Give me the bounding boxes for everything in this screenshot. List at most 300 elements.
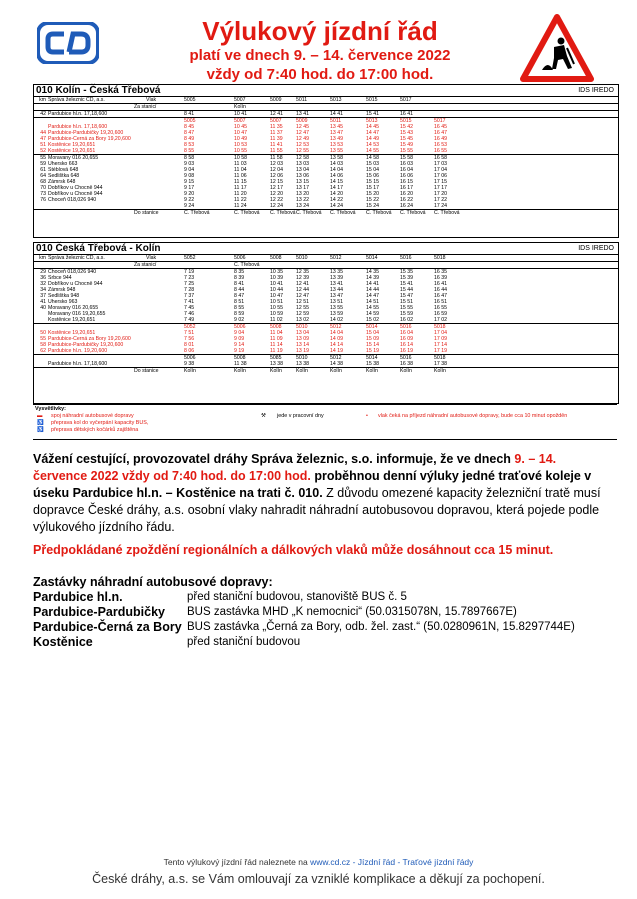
station-name: Sedlištka 948 [48,293,80,299]
footer-apology: České dráhy, a.s. se Vám omlouvají za vzniklé komplikace a děkují za pochopení. [92,872,545,886]
departure-time: 5007 [270,118,282,124]
departure-time: 14 41 [366,281,379,287]
departure-time: 13 59 [330,311,343,317]
to-station-label: Do stanice [134,210,159,216]
departure-time: 15 42 [400,124,413,130]
roadwork-warning-icon [520,14,594,82]
departure-time: 13 35 [330,269,343,275]
to-station: Kolín [400,368,412,374]
station-name: Kostěnice 19,20,651 [48,330,96,336]
stop-row [33,590,623,605]
departure-time: 12 49 [296,136,309,142]
to-station: Č. Třebová [234,210,260,216]
table-row [34,110,618,117]
departure-time: 14 20 [330,191,343,197]
departure-time: 16 22 [400,197,413,203]
info-paragraph [33,451,609,536]
departure-time: 16 14 [400,342,413,348]
departure-time: 15 58 [400,155,413,161]
departure-time: 14 04 [330,167,343,173]
station-name: Uhersko 663 [48,161,78,167]
departure-time: 14 14 [330,342,343,348]
bus-icon: ▬ [37,413,43,419]
train-number: 5015 [366,97,378,103]
departure-time: 5010 [296,324,308,330]
km-value: 55 [40,155,46,161]
departure-time: 13 38 [296,361,309,367]
departure-time: 14 59 [366,311,379,317]
departure-time: 7 46 [184,311,195,317]
stop-row [33,620,623,635]
train-number: 5008 [270,255,282,261]
departure-time: 14 19 [330,348,343,354]
departure-time: 13 22 [296,197,309,203]
km-value: 62 [40,348,46,354]
km-value: 73 [40,191,46,197]
departure-time: 12 41 [296,281,309,287]
departure-time: 11 14 [270,342,283,348]
departure-time: 8 45 [184,124,195,130]
to-station: Kolín [296,368,308,374]
ids-label: IDS IREDO [578,245,614,252]
departure-time: 8 49 [184,136,195,142]
station-name: Stéblová 648 [48,167,79,173]
train-number: 5018 [434,255,446,261]
departure-time: 14 17 [330,185,343,191]
validity-hours: vždy od 7:40 hod. do 17:00 hod. [206,66,434,83]
departure-time: 17 04 [434,167,447,173]
stop-desc: BUS zastávka „Černá za Bory, odb. žel. zast.“ (50.0280961N, 15.8297744E) [187,621,575,633]
departure-time: 5017 [434,118,446,124]
departure-time: 15 55 [400,148,413,154]
departure-time: 12 51 [296,299,309,305]
departure-time: 5013 [366,118,378,124]
train-header: Vlak [146,97,157,103]
ids-label: IDS IREDO [578,87,614,94]
departure-time: 9 17 [184,185,195,191]
departure-time: 15 44 [400,287,413,293]
stop-row [33,635,623,650]
departure-time: 11 17 [234,185,247,191]
train-number: 5016 [400,255,412,261]
to-station-label: Do stanice [134,368,159,374]
departure-time: 13 47 [330,293,343,299]
departure-time: 13 17 [296,185,309,191]
departure-time: 14 04 [330,330,343,336]
line-title: 010 Kolín - Česká Třebová [36,85,161,96]
to-station: Č. Třebová [184,210,210,216]
km-value: 55 [40,336,46,342]
to-station-row [34,367,618,374]
departure-time: 13 03 [296,161,309,167]
cd-website-link[interactable]: www.cd.cz - Jízdní řád - Traťové jízdní řády [310,857,474,867]
delay-notice: Předpokládané zpoždění regionálních a dálkových vlaků může dosáhnout cca 15 minut. [33,543,554,557]
departure-time: 16 19 [400,348,413,354]
station-name: Zámrsk 648 [48,179,76,185]
train-number: 5014 [366,255,378,261]
departure-time: 16 53 [434,142,447,148]
train-number: 5006 [234,255,246,261]
departure-time: 13 44 [330,287,343,293]
from-station-row [34,103,618,110]
departure-time: 13 09 [296,336,309,342]
departure-time: 11 20 [234,191,247,197]
km-value: 29 [40,269,46,275]
departure-time: 8 35 [234,269,245,275]
departure-time: 5016 [400,355,412,361]
station-name: Uhersko 963 [48,299,78,305]
departure-time: 7 19 [184,269,195,275]
departure-time: 5018 [434,355,446,361]
to-station: Č. Třebová [366,210,392,216]
station-name: Kostěnice 19,20,651 [48,148,96,154]
departure-time: 17 19 [434,348,447,354]
departure-time: 15 03 [366,161,379,167]
departure-time: 12 06 [270,173,283,179]
departure-time: 11 24 [234,203,247,209]
departure-time: 16 47 [434,130,447,136]
wait-icon: • [366,413,368,419]
page-title: Výlukový jízdní řád [202,16,438,46]
departure-time: 12 03 [270,161,283,167]
departure-time: 16 44 [434,287,447,293]
to-station: Kolín [434,368,446,374]
cd-logo [37,22,99,64]
station-name: Choceň 018,026 940 [48,269,97,275]
departure-time: 5014 [366,324,378,330]
departure-time: 17 15 [434,179,447,185]
to-station: Č. Třebová [400,210,426,216]
departure-time: 11 04 [234,167,247,173]
stroller-icon: ♿ [37,427,44,433]
line-title: 010 Česká Třebová - Kolín [36,243,161,254]
departure-time: 12 04 [270,167,283,173]
km-value: 36 [40,275,46,281]
departure-time: 11 37 [270,130,283,136]
station-name: Moravany 016 19,20,655 [48,311,106,317]
departure-time: 10 47 [234,130,247,136]
departure-time: 5016 [400,324,412,330]
departure-time: 15 22 [366,197,379,203]
station-name: Dobříkov u Chocně 944 [48,185,103,191]
departure-time: 13 14 [296,342,309,348]
km-value: 70 [40,185,46,191]
departure-time: 16 02 [400,317,413,323]
departure-time: 10 59 [270,311,283,317]
departure-time: 11 15 [234,179,247,185]
departure-time: 17 04 [434,330,447,336]
departure-time: 15 59 [400,311,413,317]
departure-time: 7 51 [184,330,195,336]
departure-time: 8 41 [234,281,245,287]
table-row [34,354,618,361]
departure-time: 5018 [434,324,446,330]
departure-time: 13 04 [296,330,309,336]
departure-time: 16 47 [434,293,447,299]
bus-stops [33,575,623,650]
departure-time: 17 03 [434,161,447,167]
departure-time: 16 41 [400,111,413,117]
departure-time: 14 15 [330,179,343,185]
departure-time: 9 15 [184,179,195,185]
km-header: km [39,97,46,103]
departure-time: 15 02 [366,317,379,323]
train-number: 5013 [330,97,342,103]
departure-time: 13 41 [296,111,309,117]
departure-time: 16 35 [434,269,447,275]
departure-time: 11 58 [270,155,283,161]
to-station: Kolín [270,368,282,374]
from-station: Kolín [234,104,246,110]
departure-time: 10 35 [270,269,283,275]
departure-time: 5006 [184,355,196,361]
legend-item: vlak čeká na příjezd náhradní autobusové dopravy, bude cca 10 minut opožděn [378,413,568,419]
stop-desc: před staniční budovou, stanoviště BUS č. 5 [187,591,407,603]
from-station-row [34,261,618,268]
timetable-kolin-ceska-trebova [33,84,619,238]
departure-time: 12 58 [296,155,309,161]
departure-time: 12 55 [296,305,309,311]
departure-time: 13 38 [270,361,283,367]
station-name: Dobříkov u Chocně 944 [48,281,103,287]
departure-time: 16 17 [400,185,413,191]
departure-time: 13 19 [296,348,309,354]
departure-time: 14 55 [366,148,379,154]
train-number: 5011 [296,97,308,103]
departure-time: 14 06 [330,173,343,179]
stop-desc: před staniční budovou [187,636,301,648]
departure-time: 13 41 [330,281,343,287]
departure-time: 8 06 [184,348,195,354]
legend-item: přeprava dětských kočárků zajištěna [51,427,139,433]
station-name: Sedlištka 648 [48,173,80,179]
station-name: Pardubice-Černá za Bory 19,20,600 [48,136,131,142]
train-number: 5017 [400,97,412,103]
departure-time: 12 35 [296,269,309,275]
departure-time: 16 04 [400,330,413,336]
validity-dates: platí ve dnech 9. – 14. července 2022 [189,47,451,64]
departure-time: 12 59 [296,311,309,317]
departure-time: 10 41 [270,281,283,287]
departure-time: 10 41 [234,111,247,117]
departure-time: 14 24 [330,203,343,209]
stops-title: Zastávky náhradní autobusové dopravy: [33,575,273,589]
km-value: 40 [40,305,46,311]
departure-time: 5008 [234,355,246,361]
to-station: Kolín [330,368,342,374]
station-name: Pardubice hl.n. 17,18,600 [48,124,108,130]
departure-time: 10 55 [270,305,283,311]
station-name: Moravany 016 20,655 [48,305,99,311]
departure-time: 9 20 [184,191,195,197]
departure-time: 12 24 [270,203,283,209]
stop-name: Kostěnice [33,635,93,649]
departure-time: 13 39 [330,275,343,281]
station-name: Pardubice-Černá za Bory 19,20,600 [48,336,131,342]
legend-item: spoj náhradní autobusové dopravy [51,413,134,419]
operator-header: Správa železnic ČD, a.s. [48,97,105,103]
departure-time: 14 03 [330,161,343,167]
to-station: Č. Třebová [270,210,296,216]
footer-text: Tento výlukový jízdní řád naleznete na [163,857,311,867]
departure-time: 15 38 [366,361,379,367]
departure-time: 15 49 [400,142,413,148]
departure-time: 16 59 [434,311,447,317]
departure-time: 16 04 [400,167,413,173]
to-station: Kolín [234,368,246,374]
departure-time: 17 02 [434,317,447,323]
train-number: 5012 [330,255,342,261]
departure-time: 8 55 [234,305,245,311]
departure-time: 15 17 [366,185,379,191]
departure-time: 15 24 [366,203,379,209]
departure-time: 8 53 [184,142,195,148]
info-text: proběhnou denní výluky jedné traťové koleje v úseku Pardubice hl.n. – Kostěnice na trati č. 010. [33,469,592,500]
departure-time: 11 09 [270,336,283,342]
departure-time: 8 41 [184,111,195,117]
departure-time: 5008 [270,324,282,330]
departure-time: 13 55 [330,148,343,154]
departure-time: 11 38 [234,361,247,367]
departure-time: 12 45 [296,124,309,130]
legend-title: Vysvětlivky: [35,406,66,412]
station-name: Pardubice hl.n. 17,18,600 [48,111,108,117]
departure-time: 15 35 [400,269,413,275]
departure-time: 14 44 [366,287,379,293]
departure-time: 12 20 [270,191,283,197]
departure-time: 11 55 [270,148,283,154]
footer-link-line [0,857,637,867]
departure-time: 8 51 [234,299,245,305]
departure-time: 13 04 [296,167,309,173]
departure-time: 5014 [366,355,378,361]
departure-time: 11 02 [270,317,283,323]
departure-time: 16 55 [434,148,447,154]
station-name: Pardubice-Pardubičky 19,20,600 [48,342,124,348]
km-value: 76 [40,197,46,203]
station-name: Zámrsk 948 [48,287,76,293]
departure-time: 11 41 [270,142,283,148]
departure-time: 5052 [184,324,196,330]
departure-time: 8 01 [184,342,195,348]
departure-time: 14 45 [366,124,379,130]
departure-time: 15 15 [366,179,379,185]
departure-time: 11 39 [270,136,283,142]
departure-time: 14 55 [366,305,379,311]
train-number: 5052 [184,255,196,261]
km-value: 32 [40,281,46,287]
departure-time: 7 25 [184,281,195,287]
km-value: 50 [40,330,46,336]
departure-time: 15 04 [366,330,379,336]
train-number: 5005 [184,97,196,103]
station-name: Kostěnice 19,20,651 [48,317,96,323]
info-text: Vážení cestující, provozovatel dráhy Správa železnic, s.o. informuje, že ve dnech [33,452,515,466]
departure-time: 5006 [234,324,246,330]
departure-time: 13 51 [330,299,343,305]
station-name: Pardubice-Pardubičky 19,20,600 [48,130,124,136]
departure-time: 11 22 [234,197,247,203]
departure-time: 17 20 [434,191,447,197]
train-number: 5010 [296,255,308,261]
departure-time: 16 20 [400,191,413,197]
departure-time: 16 06 [400,173,413,179]
departure-time: 5010 [296,355,308,361]
legend-item: jede v pracovní dny [277,413,324,419]
departure-time: 9 38 [184,361,195,367]
departure-time: 10 44 [270,287,283,293]
departure-time: 14 39 [366,275,379,281]
departure-time: 12 15 [270,179,283,185]
km-value: 68 [40,179,46,185]
km-value: 42 [40,111,46,117]
departure-time: 15 41 [400,281,413,287]
to-station: Č. Třebová [296,210,322,216]
departure-time: 12 44 [296,287,309,293]
departure-time: 12 22 [270,197,283,203]
departure-time: 12 47 [296,293,309,299]
departure-time: 9 08 [184,173,195,179]
departure-time: 16 38 [400,361,413,367]
train-number: 5009 [270,97,282,103]
km-value: 52 [40,148,46,154]
departure-time: 15 09 [366,336,379,342]
departure-time: 7 37 [184,293,195,299]
departure-time: 12 55 [296,148,309,154]
table-row [34,323,618,330]
station-name: Moravany 016 20,655 [48,155,99,161]
stop-name: Pardubice hl.n. [33,590,123,604]
stop-name: Pardubice-Černá za Bory [33,620,182,634]
from-station-label: Za stanicí [134,262,157,268]
departure-time: 13 02 [296,317,309,323]
to-station: Kolín [184,368,196,374]
departure-time: 9 14 [234,342,245,348]
departure-time: 14 51 [366,299,379,305]
stop-row [33,605,623,620]
departure-time: 10 39 [270,275,283,281]
departure-time: 16 55 [434,305,447,311]
departure-time: 17 17 [434,185,447,191]
departure-time: 11 04 [270,330,283,336]
km-value: 59 [40,161,46,167]
operator-header: Správa železnic ČD, a.s. [48,255,105,261]
departure-time: 15 51 [400,299,413,305]
departure-time: 9 24 [184,203,195,209]
departure-time: 17 09 [434,336,447,342]
departure-time: 16 03 [400,161,413,167]
departure-time: 16 09 [400,336,413,342]
departure-time: 8 44 [234,287,245,293]
station-name: Choceň 018,026 940 [48,197,97,203]
departure-time: 10 58 [234,155,247,161]
table-row [34,268,618,275]
to-station: Č. Třebová [434,210,460,216]
train-number: 5007 [234,97,246,103]
departure-time: 15 06 [366,173,379,179]
departure-time: 10 53 [234,142,247,148]
departure-time: 9 09 [234,336,245,342]
station-name: Pardubice hl.n. 19,20,600 [48,348,108,354]
departure-time: 13 15 [296,179,309,185]
departure-time: 16 24 [400,203,413,209]
departure-time: 10 47 [270,293,283,299]
km-value: 47 [40,136,46,142]
to-station: Č. Třebová [330,210,356,216]
departure-time: 17 38 [434,361,447,367]
station-name: Srbce 944 [48,275,72,281]
departure-time: 16 58 [434,155,447,161]
